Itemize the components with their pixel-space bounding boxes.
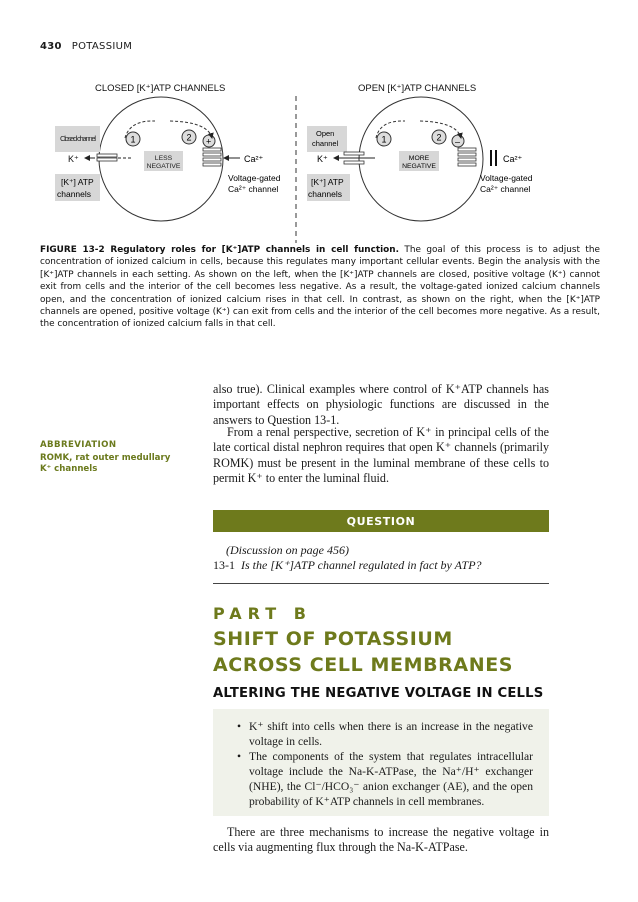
body-paragraph-1: also true). Clinical examples where control of K⁺ATP channels has important effects on physiologic functions are discussed in the answers to Question 13-1. bbox=[213, 382, 549, 427]
running-title: POTASSIUM bbox=[71, 41, 133, 52]
svg-text:NEGATIVE: NEGATIVE bbox=[402, 163, 436, 170]
section-divider bbox=[213, 583, 549, 584]
key-point: • K⁺ shift into cells when there is an increase in the negative voltage in cells. bbox=[239, 719, 533, 749]
left-ca-label: Ca²⁺ bbox=[244, 154, 264, 164]
closed-channel-label: Closed channel bbox=[60, 134, 96, 143]
right-katp-label: [K⁺] ATP bbox=[311, 177, 344, 187]
section-subtitle: ALTERING THE NEGATIVE VOLTAGE IN CELLS bbox=[213, 686, 544, 701]
svg-text:2: 2 bbox=[186, 132, 192, 143]
figure-13-2 bbox=[40, 78, 600, 243]
abbreviation-title: ABBREVIATION bbox=[40, 440, 117, 450]
svg-text:Ca²⁺ channel: Ca²⁺ channel bbox=[228, 184, 279, 194]
svg-text:+: + bbox=[206, 136, 212, 147]
question-text: Is the [K⁺]ATP channel regulated in fact by ATP? bbox=[241, 558, 482, 572]
svg-text:2: 2 bbox=[436, 132, 442, 143]
left-katp-label: [K⁺] ATP bbox=[61, 177, 94, 187]
question-discussion: (Discussion on page 456) bbox=[226, 543, 349, 557]
abbreviation-text: ROMK, rat outer medullary K⁺ channels bbox=[40, 453, 171, 474]
right-ca-label: Ca²⁺ bbox=[503, 154, 523, 164]
key-points-box bbox=[213, 709, 549, 816]
less-negative-label: LESS bbox=[154, 155, 173, 162]
right-vg-label: Voltage-gated bbox=[480, 173, 533, 183]
closed-title: CLOSED [K⁺]ATP CHANNELS bbox=[95, 83, 226, 94]
svg-text:channels: channels bbox=[57, 189, 92, 199]
key-point: • The components of the system that regulates intracellular voltage include the Na-K-ATPase, the Na⁺/H⁺ exchanger (NHE), the Cl⁻/HCO₃⁻ anion exchanger (AE), and the open probability of K⁺ATP channels in cell membranes. bbox=[239, 749, 533, 809]
caption-text: The goal of this process is to adjust the concentration of ionized calcium in cells, because this regulates many important cellular events. Begin the analysis with the [K⁺]ATP channels in each setting. As shown on the left, when the [K⁺]ATP channels are closed, positive voltage (K⁺) cannot exit from cells and the interior of the cell becomes less negative. As a result, the voltage-gated ionized calcium channels open, and the concentration of ionized calcium rises in that cell. In contrast, as shown on the right, when the [K⁺]ATP channels are opened, positive voltage (K⁺) can exit from cells and the interior of the cell becomes more negative. As a result, the concentration of ionized calcium falls in that cell. bbox=[40, 245, 600, 330]
figure-caption bbox=[40, 244, 600, 331]
svg-text:1: 1 bbox=[130, 134, 136, 145]
open-title: OPEN [K⁺]ATP CHANNELS bbox=[358, 83, 477, 94]
svg-text:channel: channel bbox=[312, 139, 339, 148]
open-channel-label: Open bbox=[316, 129, 335, 138]
left-vg-label: Voltage-gated bbox=[228, 173, 281, 183]
svg-text:channels: channels bbox=[308, 189, 343, 199]
page-number: 430 bbox=[40, 41, 62, 52]
closing-paragraph: There are three mechanisms to increase the negative voltage in cells via augmenting flux through the Na-K-ATPase. bbox=[213, 825, 549, 855]
left-k-label: K⁺ bbox=[68, 154, 79, 164]
question-bar: QUESTION bbox=[213, 510, 549, 532]
svg-text:Ca²⁺ channel: Ca²⁺ channel bbox=[480, 184, 531, 194]
part-title: SHIFT OF POTASSIUM ACROSS CELL MEMBRANES bbox=[213, 628, 514, 676]
right-k-label: K⁺ bbox=[317, 154, 328, 164]
caption-label: FIGURE 13-2 Regulatory roles for [K⁺]ATP channels in cell function. bbox=[40, 245, 399, 255]
question-item bbox=[213, 558, 482, 573]
svg-text:1: 1 bbox=[381, 134, 387, 145]
body-paragraph-2: From a renal perspective, secretion of K⁺ in principal cells of the late cortical distal nephron requires that open K⁺ channels (primarily ROMK) must be present in the luminal membrane of these cells to permit K⁺ to enter the luminal fluid. bbox=[213, 425, 549, 485]
more-negative-label: MORE bbox=[408, 155, 430, 162]
question-number: 13-1 bbox=[213, 558, 235, 572]
svg-text:–: – bbox=[455, 136, 461, 147]
part-label: PART B bbox=[213, 604, 312, 623]
running-header bbox=[40, 41, 132, 52]
svg-text:NEGATIVE: NEGATIVE bbox=[146, 163, 181, 170]
abbreviation-note bbox=[40, 440, 175, 475]
